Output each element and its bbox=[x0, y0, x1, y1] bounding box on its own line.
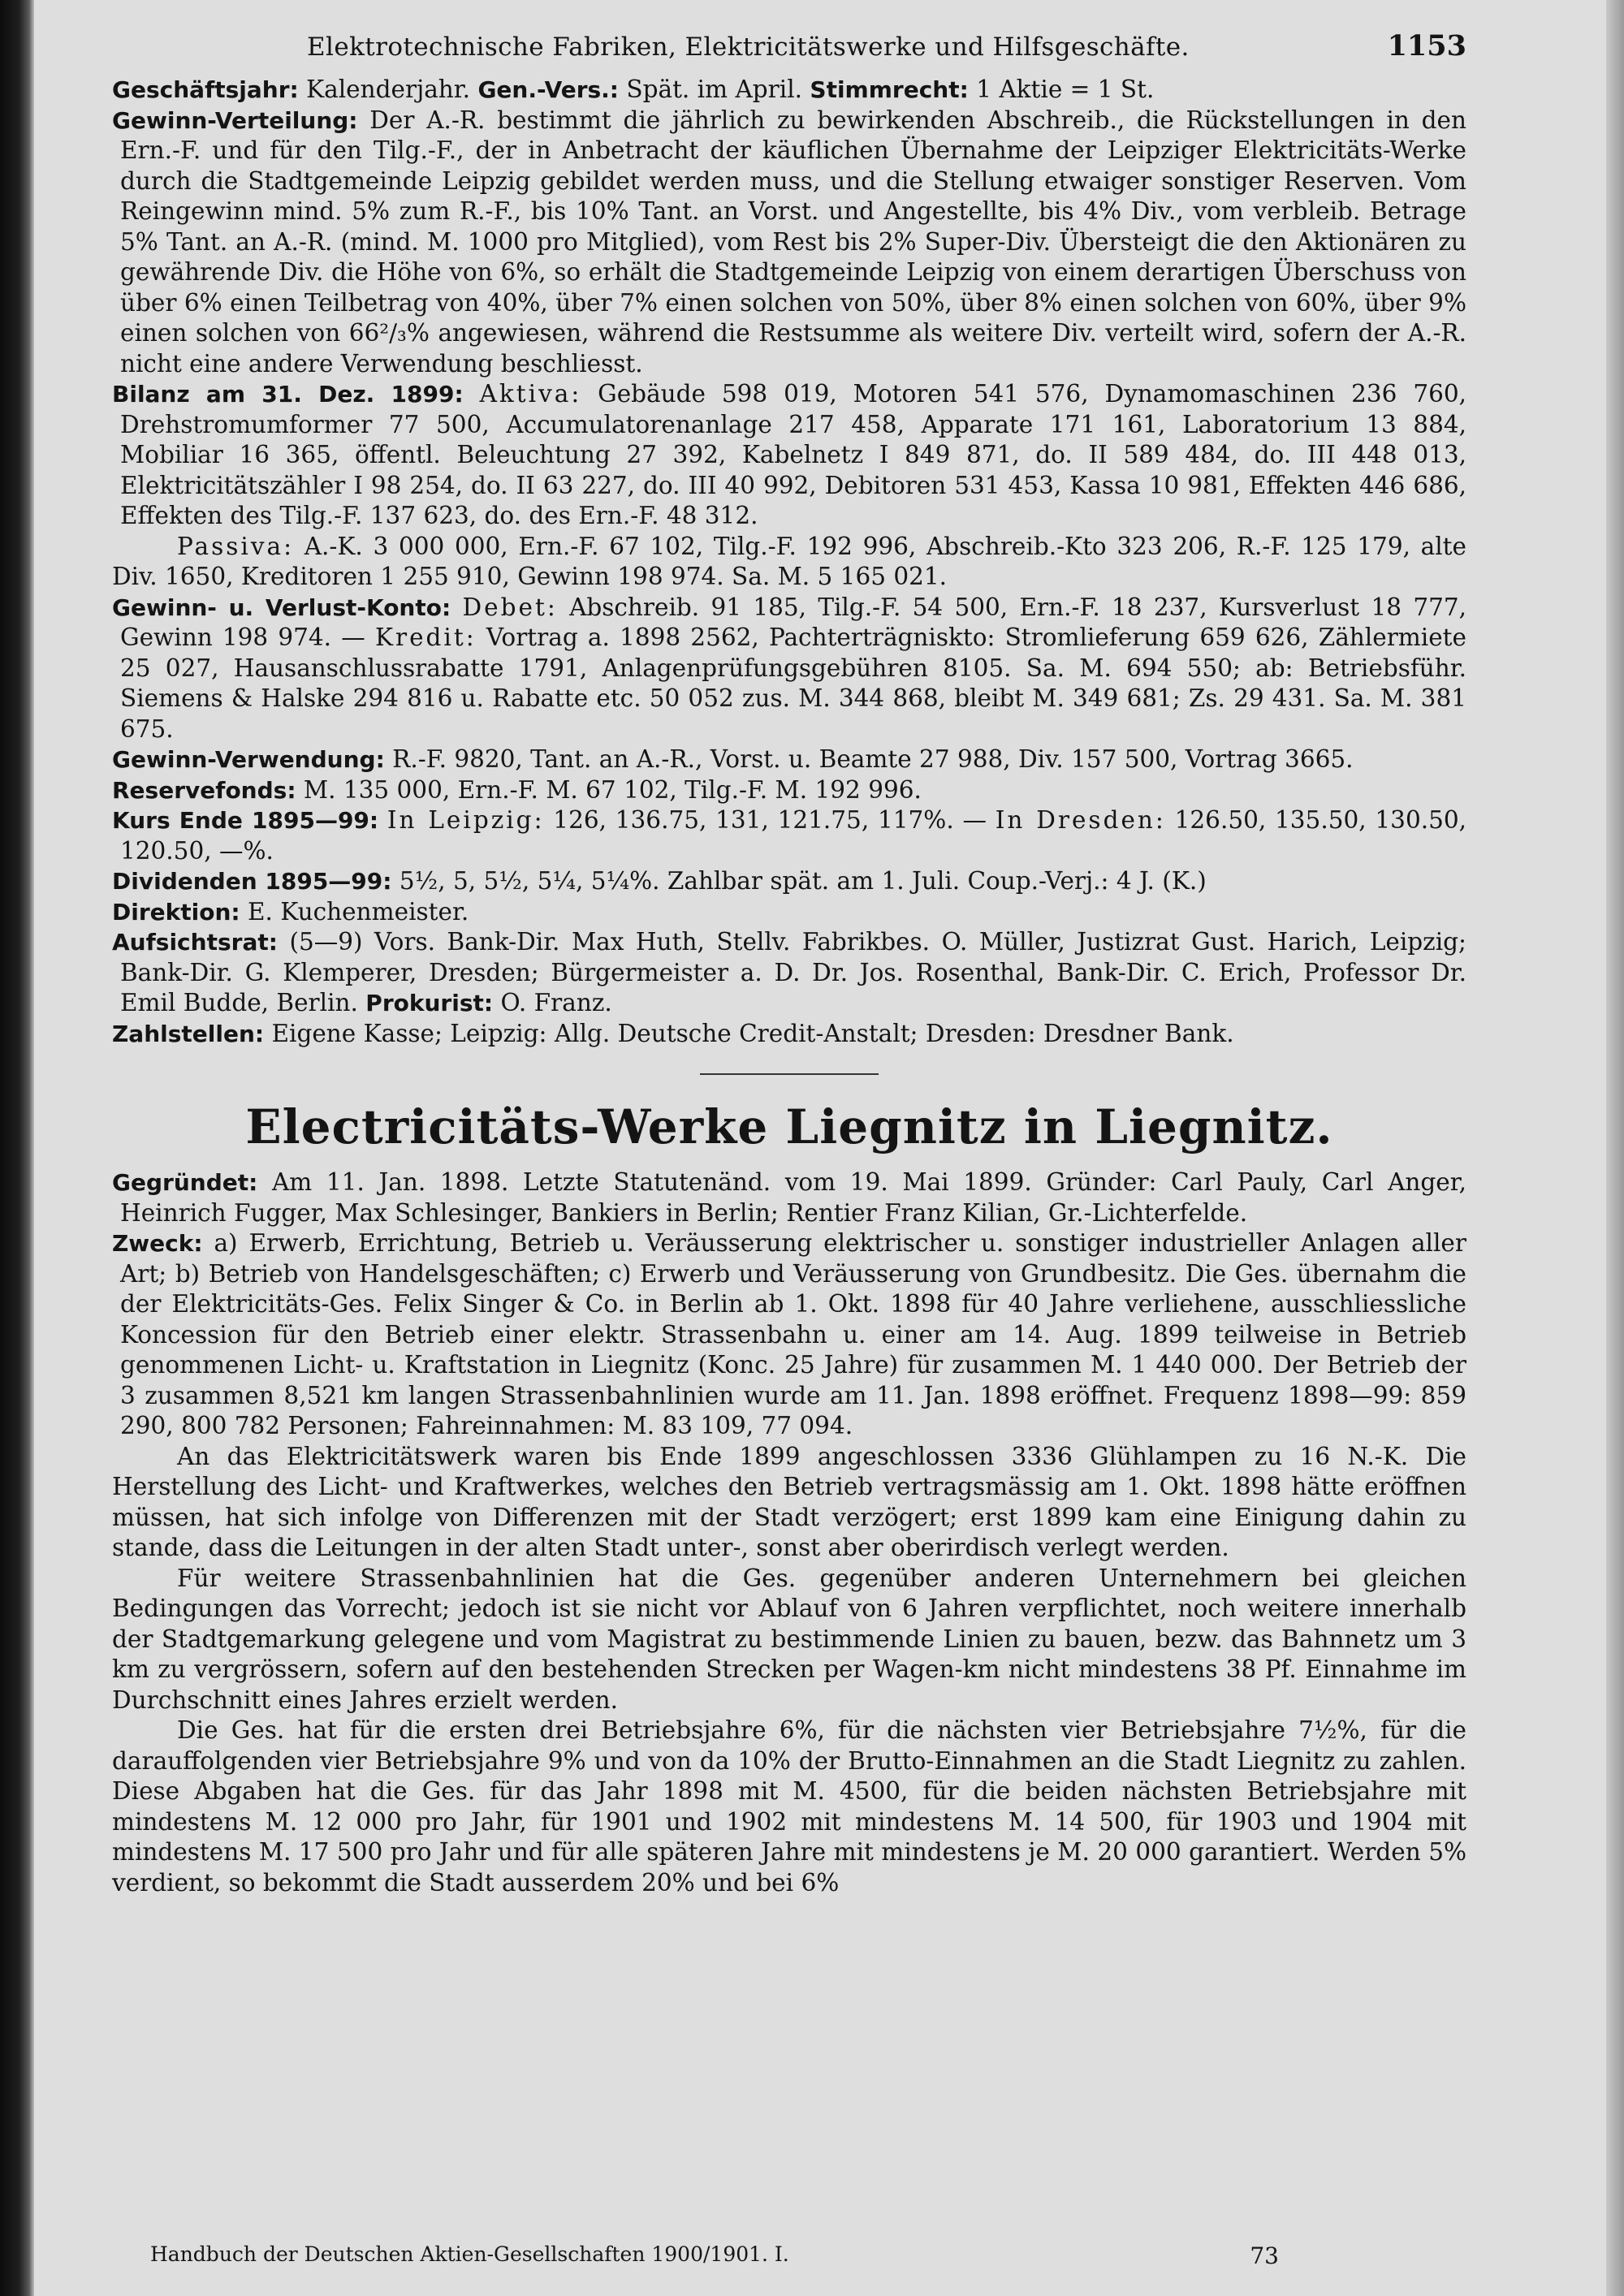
label-passiva: Passiva: bbox=[177, 532, 295, 560]
label-reservefonds: Reservefonds: bbox=[112, 776, 296, 804]
text-reservefonds: M. 135 000, Ern.-F. M. 67 102, Tilg.-F. M. 192 996. bbox=[296, 775, 922, 804]
label-bilanz: Bilanz am 31. Dez. 1899: bbox=[112, 381, 464, 408]
text-kurs-leipzig: 126, 136.75, 131, 121.75, 117%. — bbox=[544, 806, 987, 834]
label-debet: Debet: bbox=[462, 593, 558, 621]
entry-guv bbox=[112, 593, 1466, 745]
footer-text: Handbuch der Deutschen Aktien-Gesellschaften 1900/1901. I. bbox=[150, 2242, 789, 2266]
entry-passiva bbox=[112, 532, 1466, 593]
label-geschaeftsjahr: Geschäftsjahr: bbox=[112, 76, 299, 103]
page-right-edge bbox=[1606, 0, 1624, 2296]
section-divider bbox=[700, 1073, 879, 1075]
page-footer bbox=[150, 2242, 1303, 2269]
book-binding-edge bbox=[0, 0, 34, 2296]
page-content bbox=[112, 29, 1466, 1898]
label-zahlstellen: Zahlstellen: bbox=[112, 1020, 265, 1047]
entry-direktion bbox=[112, 897, 1466, 928]
entry-dividenden bbox=[112, 866, 1466, 897]
text-gewinnverteilung: Der A.-R. bestimmt die jährlich zu bewirkenden Abschreib., die Rückstellungen in den Ern.-F. und für den Tilg.-F., der in Anbetracht der käuflichen Übernahme der Leipziger Elektricitäts-Werke durch die Stadtgemeinde Leipzig gebildet werden muss, und die Stellung etwaiger sonstiger Reserven. Vom Reingewinn mind. 5% zum R.-F., bis 10% Tant. an Vorst. und Angestellte, bis 4% Div., vom verbleib. Betrage 5% Tant. an A.-R. (mind. M. 1000 pro Mitglied), vom Rest bis 2% Super-Div. Übersteigt die den Aktionären zu gewährende Div. die Höhe von 6%, so erhält die Stadtgemeinde Leipzig von einem derartigen Überschuss von über 6% einen Teilbetrag von 40%, über 7% einen solchen von 50%, über 8% einen solchen von 60%, über 9% einen solchen von 66²/₃% angewiesen, während die Restsumme als weitere Div. verteilt wird, sofern der A.-R. nicht eine andere Verwendung beschliesst. bbox=[120, 106, 1466, 378]
label-direktion: Direktion: bbox=[112, 898, 240, 926]
label-zweck: Zweck: bbox=[112, 1230, 203, 1257]
text-direktion: E. Kuchenmeister. bbox=[240, 897, 469, 926]
label-kurs: Kurs Ende 1895—99: bbox=[112, 807, 379, 834]
label-stimmrecht: Stimmrecht: bbox=[810, 76, 969, 103]
label-prokurist: Prokurist: bbox=[365, 990, 494, 1016]
text-gewinnverwendung: R.-F. 9820, Tant. an A.-R., Vorst. u. Beamte 27 988, Div. 157 500, Vortrag 3665. bbox=[384, 745, 1354, 773]
text-stimmrecht: 1 Aktie = 1 St. bbox=[968, 76, 1155, 103]
label-genvers: Gen.-Vers.: bbox=[477, 76, 620, 103]
text-kredit: Vortrag a. 1898 2562, Pachterträgniskto: Stromlieferung 659 626, Zählermiete 25 027, Hausanschlussrabatte 1791, Anlagenprüfungsgebühren 8105. Sa. M. 694 550; ab: Betriebsführ. Siemens & Halske 294 816 u. Rabatte etc. 50 052 zus. M. 344 868, bleibt M. 349 681; Zs. 29 431. Sa. M. 381 675. bbox=[120, 624, 1466, 743]
entry-aufsichtsrat bbox=[112, 927, 1466, 1019]
text-zweck: a) Erwerb, Errichtung, Betrieb u. Veräusserung elektrischer u. sonstiger industrieller Anlagen aller Art; b) Betrieb von Handelsgeschäften; c) Erwerb und Veräusserung von Grundbesitz. Die Ges. übernahm die der Elektricitäts-Ges. Felix Singer & Co. in Berlin ab 1. Okt. 1898 für 40 Jahre verliehene, ausschliessliche Koncession für den Betrieb einer elektr. Strassenbahn u. einer am 14. Aug. 1899 teilweise in Betrieb genommenen Licht- u. Kraftstation in Liegnitz (Konc. 25 Jahre) für zusammen M. 1 440 000. Der Betrieb der 3 zusammen 8,521 km langen Strassenbahnlinien wurde am 11. Jan. 1898 eröffnet. Frequenz 1898—99: 859 290, 800 782 Personen; Fahreinnahmen: M. 83 109, 77 094. bbox=[120, 1229, 1466, 1439]
paragraph-abgaben: Die Ges. hat für die ersten drei Betriebsjahre 6%, für die nächsten vier Betriebsjahre 7½%, für die darauffolgenden vier Betriebsjahre 9% und von da 10% der Brutto-Einnahmen an die Stadt Liegnitz zu zahlen. Diese Abgaben hat die Ges. für das Jahr 1898 mit M. 4500, für die beiden nächsten Betriebsjahre mit mindestens M. 12 000 pro Jahr, für 1901 und 1902 mit mindestens M. 14 500, für 1903 und 1904 mit mindestens M. 17 500 pro Jahr und für alle späteren Jahre mit mindestens je M. 20 000 garantiert. Werden 5% verdient, so bekommt die Stadt ausserdem 20% und bei 6% bbox=[112, 1716, 1466, 1897]
entry-zweck bbox=[112, 1228, 1466, 1442]
text-zahlstellen: Eigene Kasse; Leipzig: Allg. Deutsche Credit-Anstalt; Dresden: Dresdner Bank. bbox=[264, 1019, 1234, 1047]
entry-bilanz bbox=[112, 379, 1466, 532]
entry-gegruendet bbox=[112, 1167, 1466, 1228]
text-aktiva: Gebäude 598 019, Motoren 541 576, Dynamomaschinen 236 760, Drehstromumformer 77 500, Accumulatorenanlage 217 458, Apparate 171 161, Laboratorium 13 884, Mobiliar 16 365, öffentl. Beleuchtung 27 392, Kabelnetz I 849 871, do. II 589 484, do. III 448 013, Elektricitätszähler I 98 254, do. II 63 227, do. III 40 992, Debitoren 531 453, Kassa 10 981, Effekten 446 686, Effekten des Tilg.-F. 137 623, do. des Ern.-F. 48 312. bbox=[120, 380, 1466, 529]
entry-gewinnverteilung bbox=[112, 106, 1466, 380]
page-number: 1153 bbox=[1387, 29, 1466, 63]
text-passiva: A.-K. 3 000 000, Ern.-F. 67 102, Tilg.-F. 192 996, Abschreib.-Kto 323 206, R.-F. 125 179, alte Div. 1650, Kreditoren 1 255 910, Gewinn 198 974. Sa. M. 5 165 021. bbox=[112, 532, 1466, 590]
entry-kurs bbox=[112, 805, 1466, 866]
text-kurs-dresden: 126.50, 135.50, 130.50, 120.50, —%. bbox=[120, 806, 1466, 865]
text-genvers: Spät. im April. bbox=[619, 76, 803, 103]
running-head-title: Elektrotechnische Fabriken, Elektricitätswerke und Hilfsgeschäfte. bbox=[307, 32, 1190, 62]
entry-zahlstellen bbox=[112, 1019, 1466, 1050]
label-guv: Gewinn- u. Verlust-Konto: bbox=[112, 593, 451, 621]
paragraph-elektricitaetswerk: An das Elektricitätswerk waren bis Ende 1899 angeschlossen 3336 Glühlampen zu 16 N.-K. Die Herstellung des Licht- und Kraftwerkes, welches den Betrieb vertragsmässig am 1. Okt. 1898 hätte eröffnen müssen, hat sich infolge von Differenzen mit der Stadt verzögert; erst 1899 kam eine Einigung dahin zu stande, dass die Leitungen in der alten Stadt unter-, sonst aber oberirdisch verlegt werden. bbox=[112, 1442, 1466, 1561]
text-geschaeftsjahr: Kalenderjahr. bbox=[298, 76, 471, 103]
running-head bbox=[112, 29, 1466, 75]
paragraph-strassenbahnlinien: Für weitere Strassenbahnlinien hat die Ges. gegenüber anderen Unternehmern bei gleichen Bedingungen das Vorrecht; jedoch ist sie nicht vor Ablauf von 6 Jahren verpflichtet, noch weitere innerhalb der Stadtgemarkung gelegene und vom Magistrat zu bestimmende Linien zu bauen, bezw. das Bahnnetz um 3 km zu vergrössern, sofern auf den bestehenden Strecken per Wagen-km nicht mindestens 38 Pf. Einnahme im Durchschnitt eines Jahres erzielt werden. bbox=[112, 1564, 1466, 1714]
label-aktiva: Aktiva: bbox=[479, 380, 582, 408]
label-gewinnverwendung: Gewinn-Verwendung: bbox=[112, 746, 385, 773]
label-dividenden: Dividenden 1895—99: bbox=[112, 868, 392, 895]
text-prokurist: O. Franz. bbox=[493, 989, 612, 1016]
sheet-signature: 73 bbox=[1250, 2242, 1279, 2269]
company-title: Electricitäts-Werke Liegnitz in Liegnitz. bbox=[245, 1099, 1333, 1154]
entry-reservefonds bbox=[112, 775, 1466, 806]
text-aufsichtsrat: (5—9) Vors. Bank-Dir. Max Huth, Stellv. Fabrikbes. O. Müller, Justizrat Gust. Harich, Leipzig; Bank-Dir. G. Klemperer, Dresden; Bürgermeister a. D. Dr. Jos. Rosenthal, Bank-Dir. C. Erich, Professor Dr. Emil Budde, Berlin. bbox=[120, 928, 1466, 1016]
entry-geschaeftsjahr bbox=[112, 75, 1466, 106]
label-aufsichtsrat: Aufsichtsrat: bbox=[112, 929, 278, 956]
text-debet: Abschreib. 91 185, Tilg.-F. 54 500, Ern.-F. 18 237, Kursverlust 18 777, Gewinn 198 974. — bbox=[120, 593, 1466, 651]
label-gegruendet: Gegründet: bbox=[112, 1169, 258, 1196]
text-dividenden: 5½, 5, 5½, 5¼, 5¼%. Zahlbar spät. am 1. Juli. Coup.-Verj.: 4 J. (K.) bbox=[391, 867, 1207, 895]
label-kredit: Kredit: bbox=[374, 624, 477, 651]
label-gewinnverteilung: Gewinn-Verteilung: bbox=[112, 106, 358, 134]
text-gegruendet: Am 11. Jan. 1898. Letzte Statutenänd. vom 19. Mai 1899. Gründer: Carl Pauly, Carl Anger, Heinrich Fugger, Max Schlesinger, Bankiers in Berlin; Rentier Franz Kilian, Gr.-Lichterfelde. bbox=[120, 1168, 1466, 1227]
label-kurs-dresden: In Dresden: bbox=[995, 806, 1166, 834]
label-kurs-leipzig: In Leipzig: bbox=[387, 806, 545, 834]
entry-gewinnverwendung bbox=[112, 744, 1466, 775]
